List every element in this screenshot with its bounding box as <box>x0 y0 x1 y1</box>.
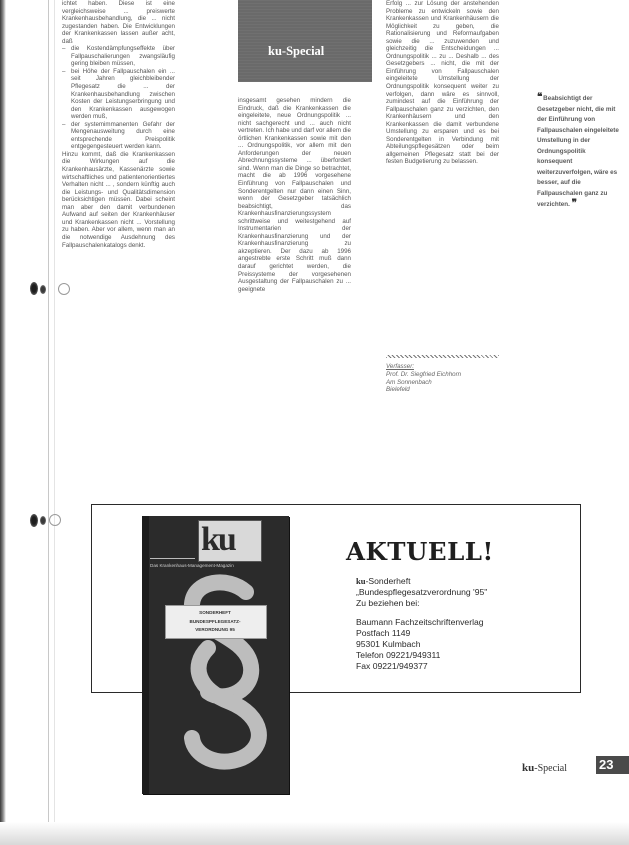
booklet-title-line: SONDERHEFT <box>199 610 231 615</box>
publisher-postbox: Postfach 1149 <box>356 628 411 639</box>
author-address: Am Sonnenbach <box>386 378 432 386</box>
punch-hole <box>30 514 38 527</box>
author-block <box>386 363 506 394</box>
booklet-subtitle: Das Krankenhaus-Management-Magazin <box>150 563 234 568</box>
scan-shadow <box>0 822 629 845</box>
author-label: Verfasser: <box>386 363 414 370</box>
publisher-city: 95301 Kulmbach <box>356 638 421 649</box>
punch-hole <box>40 516 46 525</box>
author-city: Bielefeld <box>386 386 410 394</box>
booklet-rule <box>150 558 195 559</box>
text-column-3 <box>386 0 499 352</box>
publisher-fax: Fax 09221/949377 <box>356 660 428 671</box>
text-column-2 <box>238 97 351 452</box>
ad-line: „Bundespflegesatzverordnung '95" <box>356 586 488 597</box>
author-name: Prof. Dr. Siegfried Eichhorn <box>386 370 462 378</box>
bullet-item: – bei Höhe der Fallpauschalen ein ... seit Jahren gleichbleibender Pflegesatz die ... der Krankenhausbehandlung zwischen Kosten der Leistungserbringung und den Krankenkassen ausgewogen werden muß, <box>62 68 175 121</box>
quote-open-icon: ❝ <box>537 92 542 103</box>
publisher-phone: Telefon 09221/949311 <box>356 649 441 660</box>
booklet-ku-logo: ku <box>201 521 235 558</box>
bullet-item: – der systemimmanenten Gefahr der Mengenausweitung durch eine entsprechende Preispolitik entgegengesteuert werden kann. <box>62 121 175 151</box>
publisher-name: Baumann Fachzeitschriftenverlag <box>356 617 484 628</box>
ad-line: Zu beziehen bei: <box>356 597 420 608</box>
paragraph-sign-icon <box>168 570 286 770</box>
text-column-1 <box>62 0 175 452</box>
footer-logo: ku-Special <box>522 762 568 774</box>
ku-inline-logo: ku <box>356 576 366 586</box>
pull-quote-text: Beabsichtigt der Gesetzgeber nicht, die mit der Einführung von Fallpauschalen eingeleitete Umstellung in der Ordnungspolitik konsequent weiterzuverfolgen, wäre es besser, auf die Fallpauschalen ganz zu verzichten. <box>537 95 619 208</box>
binding-line <box>48 0 49 845</box>
column2-text: insgesamt gesehen mindern die Eindruck, daß die Krankenkassen die eingeleitete, neue Ordnungspolitik ... nicht sachgerecht und ... auch nicht vertreten. Ich habe und darf vor allem die örtlichen Krankenkassen sowie mit den ... Ordnungspolitik, vor allem mit den Anforderungen der neuen Abrechnungssysteme ... überfordert sind. Wenn man die Dinge so betrachtet, macht die ab 1996 vorgesehene Einführung von Fallpauschalen und Sonderentgelten nur dann einen Sinn, wenn der Gesetzgeber tatsächlich beabsichtigt, das Krankenhausfinanzierungssystem schrittweise und weitestgehend auf Instrumentarien der Krankenhausfinanzierung und der Krankenhausfinanzierung zu akzeptieren. Der dazu ab 1996 angestrebte erste Schritt muß dann darauf gerichtet werden, die Preissysteme der vorgesehenen Ausgestaltung der Fallpauschalen zu ... geeignete <box>238 97 351 293</box>
binding-line <box>54 0 55 845</box>
page-number: 23 <box>596 756 629 774</box>
booklet-title-line: BUNDESPFLEGESATZ- <box>189 619 241 624</box>
booklet-title-line: VERORDNUNG 95 <box>195 627 235 632</box>
bullet-list <box>62 45 175 151</box>
bullet-item: – die Kostendämpfungseffekte über Fallpauschalierungen zwangsläufig gering bleiben müssen, <box>62 45 175 68</box>
ring-mark <box>49 514 61 526</box>
column3-text: Erfolg ... zur Lösung der anstehenden Probleme zu entwickeln sowie den Krankenkassen und Krankenhäusern die Möglichkeit zu geben, die Rationalisierung und Reformaufgaben sowie die ... zuzuwenden und gleichzeitig die Entscheidungen ... Ordnungspolitik ... zu ... Deshalb ... des Gesetzgebers ... nicht, die mit der Einführung von Fallpauschalen eingeleitete Umstellung der Ordnungspolitik konsequent weiter zu verfolgen, dann wäre es sinnvoll, zumindest auf die Einführung der Fallpauschalen ganz zu verzichten, den Krankenhäusern und den Krankenkassen die damit verbundene Umstellung zu ersparen und es bei Sonderentgelten in Verbindung mit Abteilungspflegesätzen oder beim allgemeinen Pflegesatz statt bei der festen Budgetierung zu belassen. <box>386 0 499 166</box>
pull-quote <box>537 93 621 211</box>
ku-special-logo: ku-Special <box>268 44 325 58</box>
ad-line: ku-Sonderheft <box>356 576 411 586</box>
ku-special-banner <box>238 0 372 82</box>
ad-headline: AKTUELL! <box>346 537 494 566</box>
hatched-divider <box>386 355 499 358</box>
ad-text <box>356 576 556 671</box>
booklet-spine <box>142 516 149 794</box>
punch-hole <box>30 282 38 295</box>
scan-edge <box>0 0 6 845</box>
column1-paragraph: Hinzu kommt, daß die Krankenkassen die Wirkungen auf die Krankenhausärzte, Kassenärzte sowie wirtschaftliches und patientenorientiertes Verhalten nicht ... , sondern künftig auch die Leistungs- und Qualitätsdimension berücksichtigen müssen. Dabei scheint man aber den damit verbundenen Aufwand auf seiten der Krankenhäuser und Krankenkassen nicht ... Vorstellung zu haben. Aber vor allem, wenn man an die notwendige Ausdehnung des Fallpauschalenkatalogs denkt. <box>62 150 175 249</box>
punch-hole <box>40 285 46 294</box>
column1-intro: ichtet haben. Diese ist eine vergleichsweise ... preiswerte Krankenhausbehandlung, die ... nicht zugestanden haben. Die Entwicklungen der Krankenkassen lassen außer acht, daß <box>62 0 175 45</box>
quote-close-icon: ❞ <box>571 198 577 209</box>
